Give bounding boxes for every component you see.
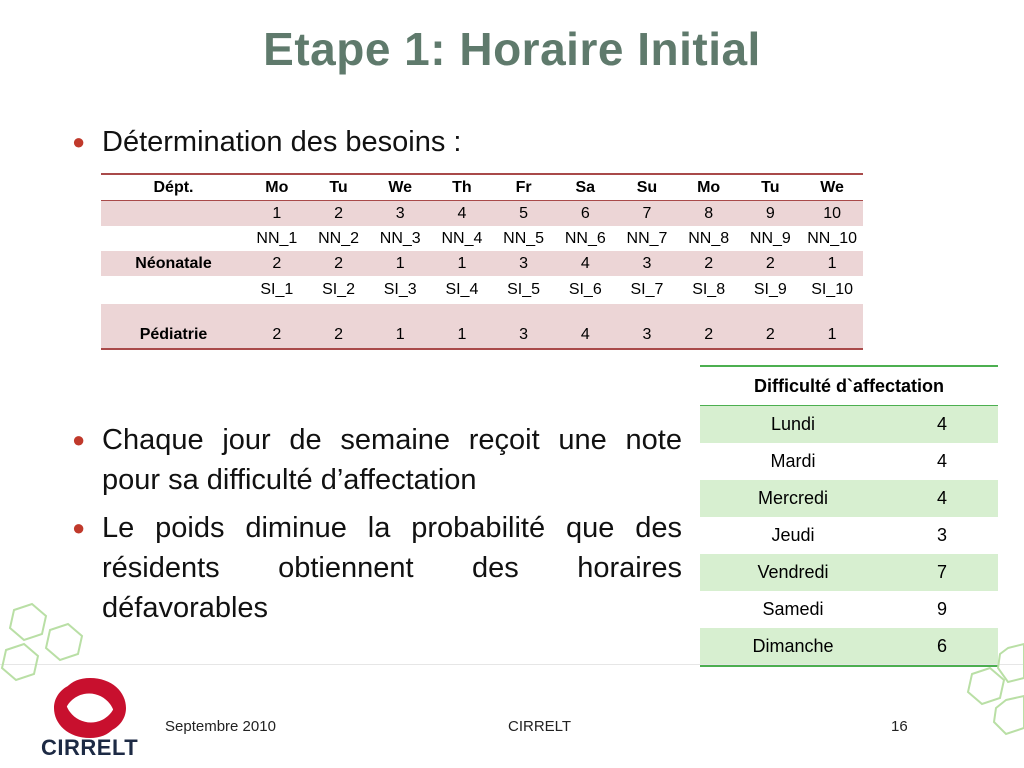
table-cell: 10: [801, 201, 863, 227]
table-row: [101, 251, 863, 276]
table-cell: 2: [308, 304, 370, 349]
table-cell: SI_8: [692, 281, 726, 298]
table-row: [700, 628, 998, 666]
table-cell: NN_5: [503, 229, 545, 247]
header-cell: Th: [431, 174, 493, 201]
table-header-row: [700, 366, 998, 406]
footer-divider: [0, 664, 1024, 665]
table-row: [700, 406, 998, 444]
bullet-dot: ●: [72, 427, 86, 452]
header-cell: Tu: [740, 174, 802, 201]
table-row: [101, 226, 863, 251]
day-cell: Mercredi: [700, 480, 886, 517]
table-row: [101, 276, 863, 304]
header-cell: Difficulté d`affectation: [700, 366, 998, 406]
table-cell: SI_2: [322, 281, 355, 298]
bullet-dot: ●: [72, 129, 86, 154]
table-cell: 2: [678, 251, 740, 276]
value-cell: 7: [886, 554, 998, 591]
table-cell: NN_9: [749, 229, 791, 247]
slide-title: Etape 1: Horaire Initial: [263, 23, 761, 75]
table-cell: 1: [431, 304, 493, 349]
header-cell: Sa: [554, 174, 616, 201]
table-cell: SI_9: [753, 281, 787, 298]
table-cell: 4: [554, 304, 616, 349]
day-cell: Lundi: [700, 406, 886, 444]
table-cell: SI_4: [445, 281, 479, 298]
table-cell: 1: [801, 251, 863, 276]
table-cell: [101, 276, 246, 304]
bullet-text: Le poids diminue la probabilité que des résidents obtiennent des horaires défavorables: [102, 512, 682, 624]
table-cell: 2: [246, 304, 308, 349]
table-cell: 2: [678, 304, 740, 349]
value-cell: 3: [936, 525, 947, 545]
table-row: [700, 517, 998, 554]
table-cell: 5: [493, 201, 555, 227]
table-cell: 2: [740, 251, 802, 276]
header-cell: Su: [616, 174, 678, 201]
table-cell: 7: [616, 201, 678, 227]
table-cell: 8: [678, 201, 740, 227]
day-cell: Vendredi: [700, 554, 886, 591]
header-cell: We: [801, 174, 863, 201]
table-cell: NN_7: [626, 229, 668, 247]
table-row: [700, 554, 998, 591]
day-cell: Mardi: [770, 451, 816, 471]
bullet-note: [72, 420, 682, 500]
dept-label: Néonatale: [101, 251, 246, 276]
header-cell: Dépt.: [101, 174, 246, 201]
table-cell: NN_1: [256, 229, 298, 247]
page-number: 16: [891, 718, 908, 735]
day-cell: Samedi: [762, 599, 824, 619]
table-cell: SI_6: [568, 281, 602, 298]
header-cell: We: [369, 174, 431, 201]
header-cell: Fr: [493, 174, 555, 201]
table-row: [700, 591, 998, 628]
bullet-text: Chaque jour de semaine reçoit une note pour sa difficulté d’affectation: [102, 424, 682, 496]
footer-date: Septembre 2010: [165, 718, 276, 735]
value-cell: 4: [886, 480, 998, 517]
table-cell: 4: [554, 251, 616, 276]
table-cell: 9: [740, 201, 802, 227]
table-cell: 2: [740, 304, 802, 349]
dept-label: Pédiatrie: [101, 304, 246, 349]
header-cell: Tu: [308, 174, 370, 201]
table-cell: 1: [246, 201, 308, 227]
table-header-row: [101, 174, 863, 201]
table-cell: SI_5: [507, 281, 541, 298]
table-row: [101, 304, 863, 349]
table-cell: 3: [616, 251, 678, 276]
hexagon-decoration-right: [958, 640, 1024, 750]
table-cell: NN_4: [441, 229, 483, 247]
table-cell: NN_10: [807, 229, 857, 247]
table-cell: SI_7: [630, 281, 664, 298]
day-cell: Dimanche: [700, 628, 886, 666]
value-cell: 6: [886, 628, 998, 666]
table-row: [101, 201, 863, 227]
table-cell: 3: [616, 304, 678, 349]
table-row: [700, 480, 998, 517]
table-cell: NN_3: [379, 229, 421, 247]
table-cell: 6: [554, 201, 616, 227]
table-cell: 3: [493, 251, 555, 276]
table-cell: [101, 226, 246, 251]
header-cell: Mo: [246, 174, 308, 201]
table-cell: 1: [801, 304, 863, 349]
bullet-dot: ●: [72, 515, 86, 540]
value-cell: 4: [886, 406, 998, 444]
table-cell: 2: [308, 251, 370, 276]
footer-org: CIRRELT: [508, 718, 572, 735]
table-cell: 3: [493, 304, 555, 349]
bullet-besoins: [72, 122, 462, 162]
logo-text: CIRRELT: [41, 735, 139, 760]
header-cell: Mo: [678, 174, 740, 201]
table-cell: 1: [369, 304, 431, 349]
table-cell: 2: [246, 251, 308, 276]
table-cell: 4: [431, 201, 493, 227]
value-cell: 4: [936, 451, 947, 471]
bullet-text: Détermination des besoins :: [102, 126, 462, 158]
table-row: [700, 443, 998, 480]
bullet-poids: [72, 508, 682, 628]
table-cell: NN_8: [688, 229, 730, 247]
table-cell: 1: [431, 251, 493, 276]
table-cell: NN_6: [564, 229, 606, 247]
table-cell: 3: [369, 201, 431, 227]
table-cell: [101, 201, 246, 227]
table-cell: 2: [308, 201, 370, 227]
table-cell: SI_1: [260, 281, 294, 298]
table-cell: SI_3: [383, 281, 417, 298]
needs-table: [101, 173, 863, 350]
table-cell: 1: [369, 251, 431, 276]
value-cell: 9: [936, 599, 947, 619]
day-cell: Jeudi: [771, 525, 815, 545]
difficulty-table: [700, 365, 998, 667]
table-cell: NN_2: [318, 229, 359, 247]
table-cell: SI_10: [811, 281, 853, 298]
